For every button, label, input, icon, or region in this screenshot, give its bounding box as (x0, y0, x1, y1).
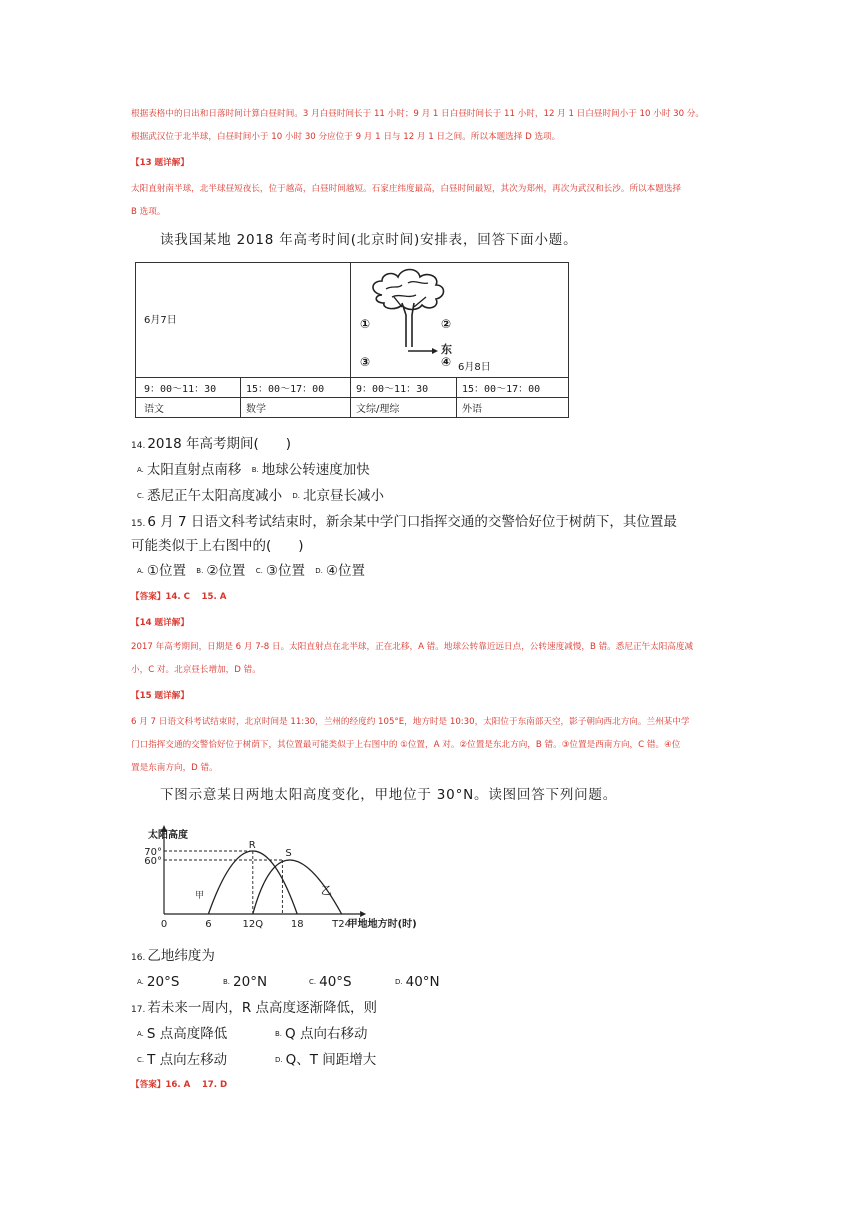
q17-option-b[interactable]: Q 点向右移动 (285, 1026, 368, 1042)
section-intro: 读我国某地 2018 年高考时间(北京时间)安排表，回答下面小题。 (160, 232, 578, 248)
time-slot: 15：00～17：00 (462, 384, 541, 395)
x-tick-label: 0 (160, 919, 168, 930)
q15-option-d[interactable]: ④位置 (325, 563, 365, 579)
exam-schedule-table (135, 262, 569, 418)
x-axis-arrow (360, 911, 366, 917)
divider (350, 263, 351, 417)
question-number: 16. (131, 953, 146, 963)
q15-option-c[interactable]: ③位置 (265, 563, 305, 579)
time-slot: 9：00～11：30 (356, 384, 429, 395)
q15-detail-header: 【15 题详解】 (131, 691, 189, 701)
x-axis-label: 甲地地方时(时) (347, 919, 417, 930)
question-number: 15. (131, 519, 146, 529)
q15-detail-line: 门口指挥交通的交警恰好位于树荫下，其位置最可能类似于上右图中的 ①位置，A 对。②位置是东北方向，B 错。③位置是西南方向，C 错。④位 (131, 740, 681, 750)
position-3-marker: ③ (360, 355, 371, 369)
question-15-stem-cont: 可能类似于上右图中的( ) (131, 538, 304, 554)
question-number: 17. (131, 1005, 146, 1015)
solar-altitude-chart (140, 822, 440, 934)
q14-option-row: A. 太阳直射点南移 B. 地球公转速度加快 (137, 462, 370, 478)
divider (136, 377, 568, 378)
answer-line: 【答案】14. C 15. A (131, 592, 227, 602)
q14-detail-line: 小，C 对。北京昼长增加，D 错。 (131, 665, 261, 675)
q17-option-d[interactable]: Q、T 间距增大 (285, 1052, 377, 1068)
q17-option-a[interactable]: S 点高度降低 (146, 1026, 228, 1042)
q16-option-c[interactable]: 40°S (319, 974, 352, 990)
divider (136, 397, 568, 398)
day1-label: 6月7日 (144, 315, 177, 326)
x-tick-label: 12Q (242, 919, 264, 930)
subject-cell: 数学 (246, 404, 266, 415)
position-1-marker: ① (360, 317, 371, 331)
q15-option-a[interactable]: ①位置 (146, 563, 186, 579)
subject-cell: 语文 (144, 404, 164, 415)
q15-option-b[interactable]: ②位置 (206, 563, 246, 579)
time-slot: 9：00～11：30 (144, 384, 217, 395)
position-4-marker: ④ (441, 355, 452, 369)
q15-detail-line: 置是东南方向，D 错。 (131, 763, 218, 773)
q17-option-c[interactable]: T 点向左移动 (147, 1052, 228, 1068)
q14-option-row: C. 悉尼正午太阳高度减小 D. 北京昼长减小 (137, 488, 385, 504)
q15-detail-line: 6 月 7 日语文科考试结束时，北京时间是 11:30，兰州的经度约 105°E，地方时是 10:30，太阳位于东南部天空，影子朝向西北方向。兰州某中学 (131, 717, 690, 727)
east-label: 东 (441, 343, 452, 356)
q15-option-row: A. ①位置 B. ②位置 C. ③位置 D. ④位置 (137, 563, 365, 579)
y-axis-label: 太阳高度 (148, 830, 188, 841)
q16-option-a[interactable]: 20°S (146, 974, 180, 990)
q17-option-row: C. T 点向左移动 D. Q、T 间距增大 (137, 1052, 377, 1068)
x-tick-label: 18 (290, 919, 304, 930)
q14-option-b[interactable]: 地球公转速度加快 (261, 462, 370, 478)
q13-detail-line: 太阳直射南半球，北半球昼短夜长，位于越高，白昼时间越短。石家庄纬度最高，白昼时间最短，其次为郑州，再次为武汉和长沙。所以本题选择 (131, 184, 682, 194)
q14-option-a[interactable]: 太阳直射点南移 (146, 462, 242, 478)
point-label-r: R (248, 840, 256, 851)
question-text: 若未来一周内，R 点高度逐渐降低，则 (147, 1000, 377, 1016)
question-text: 2018 年高考期间( ) (147, 436, 292, 452)
answer-line: 【答案】16. A 17. D (131, 1080, 228, 1090)
time-slot: 15：00～17：00 (246, 384, 325, 395)
q13-detail-header: 【13 题详解】 (131, 158, 189, 168)
q17-option-row: A. S 点高度降低 B. Q 点向右移动 (137, 1026, 368, 1042)
q14-option-d[interactable]: 北京昼长减小 (303, 488, 385, 504)
series-label-yi: 乙 (320, 884, 332, 898)
q14-option-c[interactable]: 悉尼正午太阳高度减小 (147, 488, 283, 504)
question-16-stem (131, 946, 215, 968)
q14-detail-header: 【14 题详解】 (131, 618, 189, 628)
position-2-marker: ② (441, 317, 452, 331)
series-label-jia: 甲 (195, 890, 205, 901)
question-text: 乙地纬度为 (147, 948, 215, 964)
day2-label: 6月8日 (458, 362, 491, 373)
x-tick-label: T24 (332, 919, 352, 930)
explanation-line: 根据表格中的日出和日落时间计算白昼时间。3 月白昼时间长于 11 小时；9 月 1 日白昼时间长于 11 小时，12 月 1 日白昼时间小于 10 小时 30 分。 (131, 109, 704, 119)
q13-detail-line: B 选项。 (131, 207, 166, 217)
explanation-line: 根据武汉位于北半球，白昼时间小于 10 小时 30 分应位于 9 月 1 日与 12 月 1 日之间。所以本题选择 D 选项。 (131, 132, 561, 142)
question-15-stem (131, 512, 677, 534)
subject-cell: 文综/理综 (356, 404, 400, 415)
point-label-s: S (285, 848, 292, 859)
subject-cell: 外语 (462, 404, 482, 415)
y-tick-label: 60° (144, 856, 162, 867)
q14-detail-line: 2017 年高考期间，日期是 6 月 7-8 日。太阳直射点在北半球，正在北移，A 错。地球公转靠近远日点，公转速度减慢，B 错。悉尼正午太阳高度减 (131, 642, 694, 652)
question-number: 14. (131, 441, 146, 451)
question-17-stem (131, 998, 377, 1020)
question-text: 6 月 7 日语文科考试结束时，新余某中学门口指挥交通的交警恰好位于树荫下，其位置最 (147, 514, 677, 530)
question-14-stem (131, 434, 291, 456)
y-tick-label: 70° (144, 847, 162, 858)
q16-option-b[interactable]: 20°N (233, 974, 268, 990)
q16-option-row: A. 20°S B. 20°N C. 40°S D. 40°N (137, 974, 440, 990)
section-intro: 下图示意某日两地太阳高度变化，甲地位于 30°N。读图回答下列问题。 (160, 787, 618, 803)
q16-option-d[interactable]: 40°N (405, 974, 440, 990)
x-tick-label: 6 (205, 919, 212, 930)
